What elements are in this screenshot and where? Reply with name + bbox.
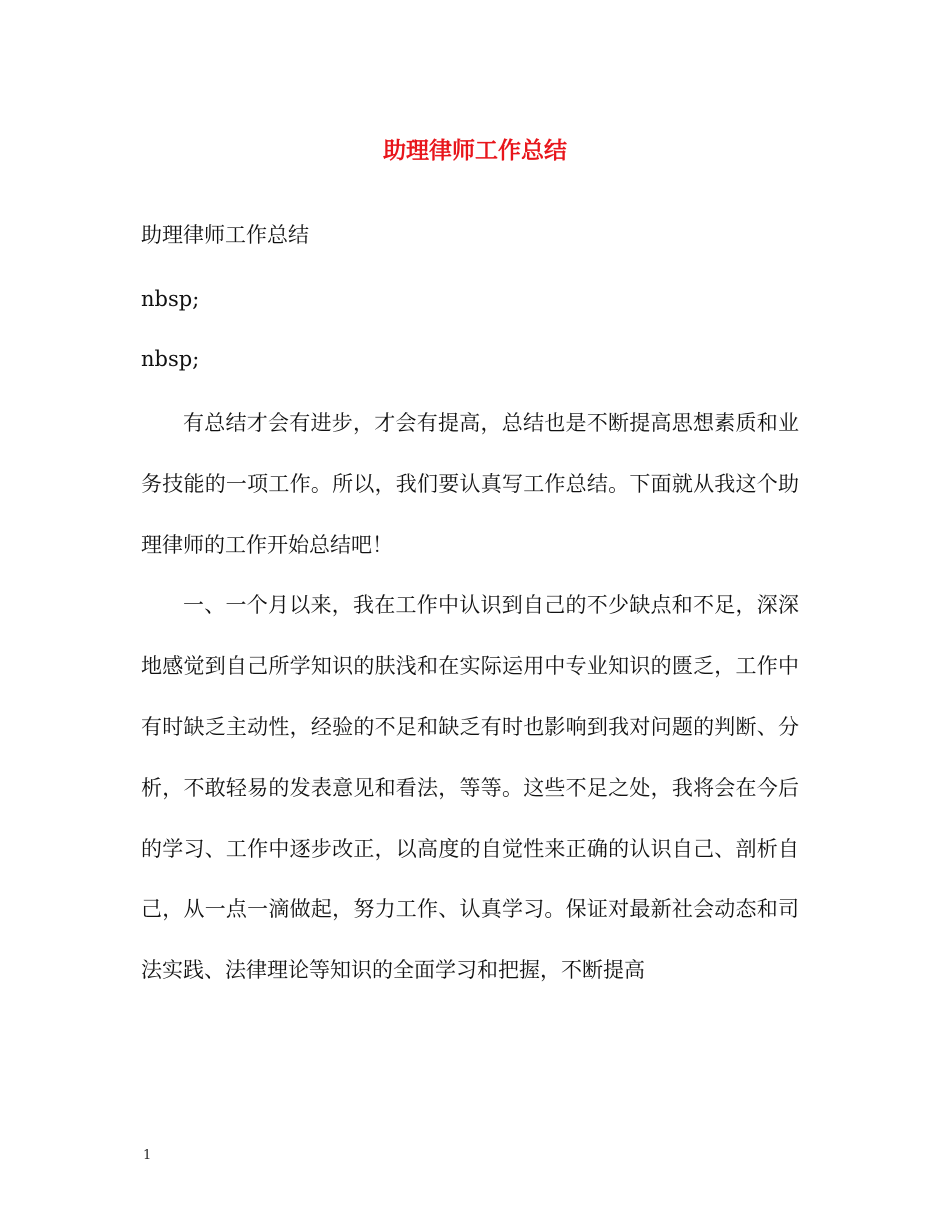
artifact-line-1: nbsp;	[141, 287, 200, 311]
paragraph-section-one: 一、一个月以来，我在工作中认识到自己的不少缺点和不足，深深地感觉到自己所学知识的肤浅和在实际运用中专业知识的匮乏，工作中有时缺乏主动性，经验的不足和缺乏有时也影响到我对问题的判断、分析，不敢轻易的发表意见和看法，等等。这些不足之处，我将会在今后的学习、工作中逐步改正，以高度的自觉性来正确的认识自己、剖析自己，从一点一滴做起，努力工作、认真学习。保证对最新社会动态和司法实践、法律理论等知识的全面学习和把握，不断提高	[141, 593, 799, 983]
subtitle-line: 助理律师工作总结	[141, 223, 309, 247]
page-number: 1	[143, 1148, 152, 1163]
body-text	[141, 393, 799, 1001]
paragraph-intro: 有总结才会有进步，才会有提高，总结也是不断提高思想素质和业务技能的一项工作。所以，我们要认真写工作总结。下面就从我这个助理律师的工作开始总结吧！	[141, 411, 799, 557]
artifact-line-2: nbsp;	[141, 347, 200, 371]
document-title: 助理律师工作总结	[383, 137, 567, 164]
